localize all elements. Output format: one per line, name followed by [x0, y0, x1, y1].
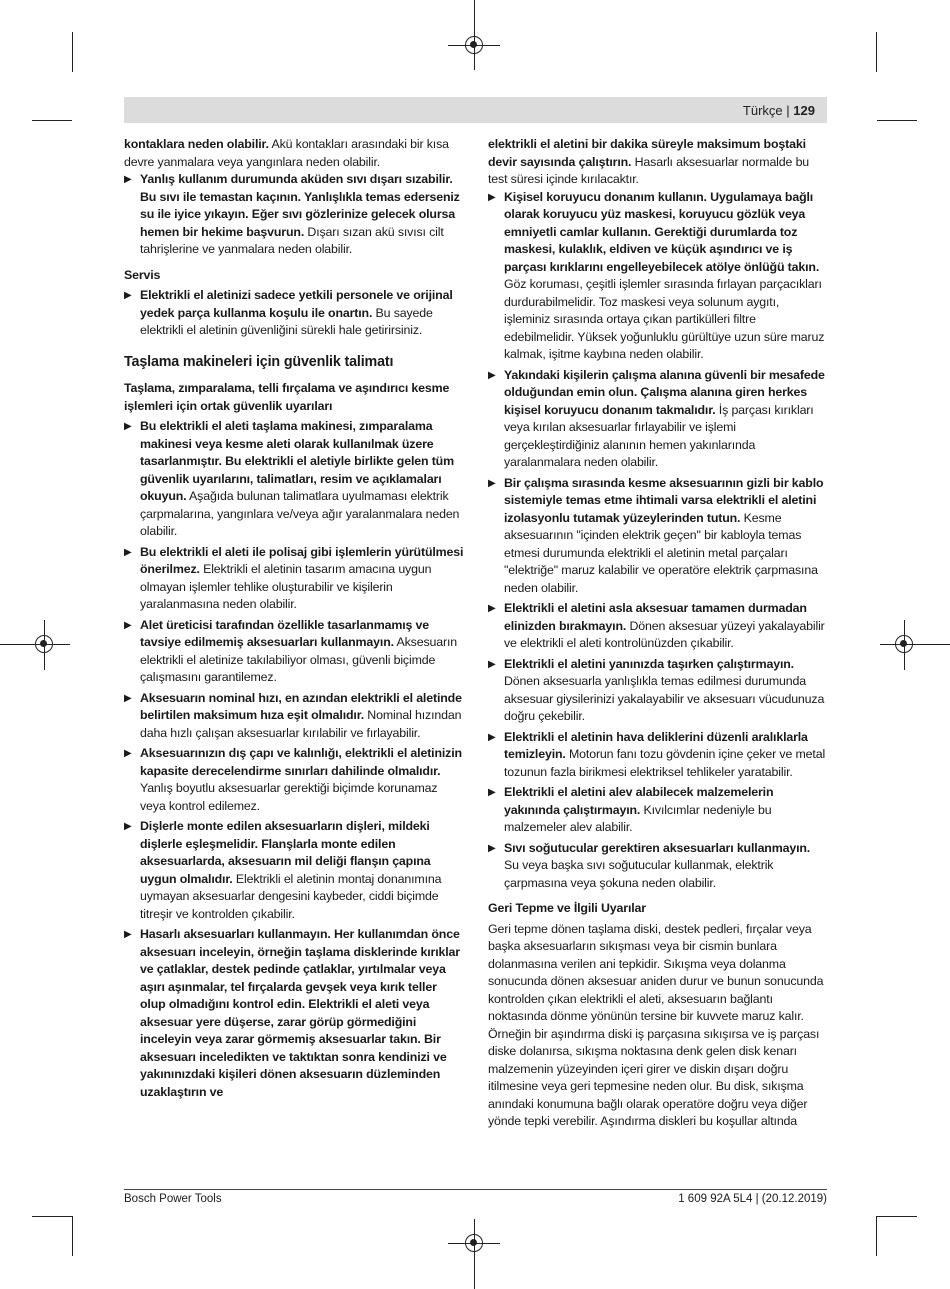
- bullet-item: [124, 745, 464, 815]
- triangle-right-icon: ▶: [488, 603, 496, 614]
- triangle-right-icon: ▶: [124, 748, 132, 759]
- emphasis-text: kontaklara neden olabilir.: [124, 137, 269, 151]
- crop-mark: [876, 32, 877, 72]
- triangle-right-icon: ▶: [124, 619, 132, 631]
- header-separator: |: [786, 103, 790, 118]
- footer-document-id: 1 609 92A 5L4 | (20.12.2019): [678, 1193, 827, 1205]
- crop-mark: [72, 32, 73, 72]
- paragraph: [488, 136, 828, 189]
- registration-line: [474, 1219, 475, 1289]
- triangle-right-icon: ▶: [124, 174, 132, 185]
- emphasis-text: elektrikli el aletini bir dakika süreyle maksimum boştaki devir sayısında çalıştırın.: [488, 137, 806, 169]
- emphasis-text: Bir çalışma sırasında kesme aksesuarının gizli bir kablo sistemiyle temas etme ihtimali varsa elektrikli el aletini izolasyonlu tutamak yüzeylerinden tutun.: [504, 475, 824, 525]
- body-text: Geri tepme dönen taşlama diski, destek pedleri, fırçalar veya başka aksesuarların sıkışması veya bir cismin bunlara dolanmasına verilen ani tepkidir. Sıkışma veya dolanma sonucunda dönen aksesuar aniden durur ve bunun sonucunda kontrolden çıkan elektrikli el aleti, aksesuarın bağlantı noktasında dönme yönünün tersine bir kuvvete maruz kalır.: [488, 921, 824, 1023]
- registration-mark-icon: [465, 1234, 483, 1252]
- right-column: [488, 136, 828, 1131]
- triangle-right-icon: ▶: [488, 191, 496, 203]
- triangle-right-icon: ▶: [488, 477, 496, 489]
- bullet-item: [124, 818, 464, 923]
- body-text: Göz koruması, çeşitli işlemler sırasında fırlayan parçacıkları durdurabilmelidir. Toz maskesi veya solunum aygıtı, işleminiz sırasında ortaya çıkan partikülleri filtre edebilmelidir. Yüksek yoğunluklu gürültüye uzun süre maruz kalmak, işitme kaybına neden olabilir.: [504, 277, 825, 361]
- subsection-heading: Geri Tepme ve İlgili Uyarılar: [488, 901, 646, 915]
- section-heading: Taşlama makineleri için güvenlik talimatı: [124, 353, 394, 370]
- paragraph: [488, 1026, 828, 1131]
- bullet-item: [124, 690, 464, 743]
- emphasis-text: Sıvı soğutucular gerektiren aksesuarları kullanmayın.: [504, 840, 811, 855]
- emphasis-text: Elektrikli el aletini alev alabilecek malzemelerin yakınında çalıştırmayın.: [504, 785, 774, 817]
- emphasis-text: Alet üreticisi tarafından özellikle tasarlanmamış ve tavsiye edilmemiş aksesuarları kullanmayın.: [140, 617, 430, 649]
- bullet-item: [488, 600, 828, 653]
- bullet-item: [124, 418, 464, 541]
- triangle-right-icon: ▶: [124, 929, 132, 940]
- registration-line: [880, 644, 950, 645]
- bullet-item: [488, 656, 828, 726]
- bullet-item: [124, 171, 464, 259]
- crop-mark: [32, 1216, 72, 1217]
- body-text: Aşağıda bulunan talimatlara uyulmaması elektrik çarpmalarına, yangınlara ve/veya ağır yaralanmalara neden olabilir.: [140, 489, 460, 538]
- emphasis-text: Dişlerle monte edilen aksesuarların dişleri, mildeki dişlerle eşleşmelidir. Flanşlarla monte edilen aksesuarlarda, aksesuarın mil deliği flanşın çapına uygun olmalıdır.: [140, 819, 431, 886]
- bullet-item: [488, 189, 828, 364]
- body-text: Akü kontakları arasındaki bir kısa devre yanmalara veya yangınlara neden olabilir.: [124, 137, 449, 169]
- bullet-item: [488, 475, 828, 598]
- page-header-bar: [124, 97, 827, 123]
- triangle-right-icon: ▶: [124, 421, 132, 432]
- emphasis-text: Bu elektrikli el aleti ile polisaj gibi işlemlerin yürütülmesi önerilmez.: [140, 544, 464, 576]
- body-text: İş parçası kırıkları veya kırılan aksesuarlar fırlayabilir ve işlemi gerçekleştirdiğiniz alanının hemen yakınlarında yaralanmalara neden olabilir.: [504, 402, 814, 469]
- bullet-item: [488, 729, 828, 782]
- triangle-right-icon: ▶: [488, 731, 496, 743]
- crop-mark: [877, 1216, 917, 1217]
- emphasis-text: Hasarlı aksesuarları kullanmayın. Her kullanımdan önce aksesuarı inceleyin, örneğin taşlama disklerinde kırıklar ve çatlaklar, destek pedinde çatlaklar, yırtılmalar veya aşırı aşınmalar, tel fırçalarda gevşek veya kırık teller olup olmadığını kontrol edin. Elektrikli el aleti veya aksesuar yere düşerse, zarar görüp görmediğini inceleyin veya zarar görmemiş aksesuarlar takın. Bir aksesuarı inceledikten ve taktıktan sonra kendinizi ve yakınınızdaki kişileri dönen aksesuarın düzleminden uzaklaştırın ve: [140, 927, 460, 1099]
- body-text: Yanlış boyutlu aksesuarlar gerektiği biçimde korunamaz veya kontrol edilemez.: [140, 781, 438, 813]
- subsection-heading: Taşlama, zımparalama, telli fırçalama ve aşındırıcı kesme işlemleri için ortak güvenlik uyarıları: [124, 381, 450, 413]
- triangle-right-icon: ▶: [488, 787, 496, 798]
- paragraph: [488, 921, 828, 1026]
- triangle-right-icon: ▶: [124, 546, 132, 558]
- triangle-right-icon: ▶: [488, 842, 496, 854]
- bullet-item: [124, 926, 464, 1101]
- footer-rule: [124, 1189, 827, 1190]
- page-number: 129: [793, 103, 815, 118]
- crop-mark: [877, 120, 917, 121]
- emphasis-text: Elektrikli el aletinin hava deliklerini düzenli aralıklarla temizleyin.: [504, 729, 808, 761]
- body-text: Motorun fanı tozu gövdenin içine çeker ve metal tozunun fazla birikmesi elektriksel tehlikeler yaratabilir.: [504, 747, 826, 779]
- body-text: Dönen aksesuarla yanlışlıkla temas edilmesi durumunda aksesuar giysilerinizi yakalayabilir ve aksesuarı vücudunuza doğru çekebilir.: [504, 674, 825, 723]
- emphasis-text: Elektrikli el aletini asla aksesuar tamamen durmadan elinizden bırakmayın.: [504, 601, 807, 633]
- triangle-right-icon: ▶: [124, 692, 132, 704]
- emphasis-text: Elektrikli el aletini yanınızda taşırken çalıştırmayın.: [504, 656, 794, 671]
- emphasis-text: Aksesuarınızın dış çapı ve kalınlığı, elektrikli el aletinizin kapasite derecelendirme sınırları dahilinde olmalıdır.: [140, 746, 462, 778]
- header-language: Türkçe: [742, 103, 783, 118]
- crop-mark: [72, 1216, 73, 1256]
- body-text: Nominal hızından daha hızlı çalışan aksesuarlar kırılabilir ve fırlayabilir.: [140, 708, 462, 740]
- body-text: Su veya başka sıvı soğutucular kullanmak, elektrik çarpmasına veya şokuna neden olabilir.: [504, 858, 774, 890]
- paragraph: [124, 136, 464, 171]
- triangle-right-icon: ▶: [124, 290, 132, 301]
- body-text: Dönen aksesuar yüzeyi yakalayabilir ve elektrikli el aleti kontrolünüzden çıkabilir.: [504, 618, 825, 650]
- body-text: Örneğin bir aşındırma diski iş parçasına sıkışırsa ve iş parçası diske dolanırsa, sıkışma noktasına denk gelen disk kenarı malzemenin yüzeyinden içeri girer ve diskin dışarı doğru itilmesine veya geri tepmesine neden olur. Bu disk, sıkışma anındaki konumuna bağlı olarak operatöre doğru veya diğer yönde tepki verebilir. Aşındırma diskleri bu koşullar altında: [488, 1026, 820, 1128]
- body-text: Elektrikli el aletinin tasarım amacına uygun olmayan işlemler tehlike oluşturabilir ve kişilerin yaralanmasına neden olabilir.: [140, 562, 432, 611]
- triangle-right-icon: ▶: [488, 658, 496, 670]
- bullet-item: [124, 617, 464, 687]
- registration-mark-icon: [465, 36, 483, 54]
- crop-mark: [32, 120, 72, 121]
- subsection-heading: Servis: [124, 267, 161, 282]
- body-text: Hasarlı aksesuarlar normalde bu test süresi içinde kırılacaktır.: [488, 154, 810, 186]
- page-header: [743, 103, 815, 118]
- emphasis-text: Aksesuarın nominal hızı, en azından elektrikli el aletinde belirtilen maksimum hıza eşit olmalıdır.: [140, 690, 462, 722]
- emphasis-text: Yanlış kullanım durumunda aküden sıvı dışarı sızabilir. Bu sıvı ile temastan kaçının. Yanlışlıkla temas ederseniz su ile iyice yıkayın. Eğer sıvı gözlerinize gelecek olursa hemen bir hekime başvurun.: [140, 172, 460, 239]
- body-text: Elektrikli el aletinin montaj donanımına uymayan aksesuarlar dengesini kaybeder, ciddi biçimde titreşir ve kontrolden çıkabilir.: [140, 871, 442, 921]
- left-column: [124, 136, 464, 1104]
- registration-line: [474, 0, 475, 70]
- triangle-right-icon: ▶: [124, 821, 132, 832]
- body-text: Bu sayede elektrikli el aletinin güvenliğini sürekli hale getirirsiniz.: [140, 305, 433, 337]
- emphasis-text: Yakındaki kişilerin çalışma alanına güvenli bir mesafede olduğundan emin olun. Çalışma alanına giren herkes kişisel koruyucu donanım takmalıdır.: [504, 367, 825, 417]
- emphasis-text: Elektrikli el aletinizi sadece yetkili personele ve orijinal yedek parça kullanma koşulu ile onartın.: [140, 288, 453, 320]
- registration-mark-icon: [895, 635, 913, 653]
- bullet-item: [488, 367, 828, 472]
- body-text: Dışarı sızan akü sıvısı cilt tahrişlerine ve yanmalara neden olabilir.: [140, 224, 444, 256]
- triangle-right-icon: ▶: [488, 369, 496, 381]
- bullet-item: [488, 840, 828, 893]
- bullet-item: [124, 287, 464, 340]
- body-text: Aksesuarın elektrikli el aletinize takılabiliyor olması, güvenli biçimde çalışmasını garantilemez.: [140, 635, 457, 684]
- bullet-item: [488, 784, 828, 837]
- emphasis-text: Bu elektrikli el aleti taşlama makinesi, zımparalama makinesi veya kesme aleti olarak kullanılmak üzere tasarlanmıştır. Bu elektrikli el aletiyle birlikte gelen tüm güvenlik uyarılarını, talimatları, resim ve açıklamaları okuyun.: [140, 419, 454, 503]
- body-text: Kesme aksesuarının "içinden elektrik geçen" bir kabloyla temas etmesi durumunda elektrikli el aletinin metal parçaları "elektriğe" maruz kalabilir ve operatöre elektrik çarpmasına neden olabilir.: [504, 510, 818, 595]
- footer-publisher: Bosch Power Tools: [124, 1193, 222, 1205]
- body-text: Kıvılcımlar nedeniyle bu malzemeler alev alabilir.: [504, 802, 772, 834]
- bullet-item: [124, 544, 464, 614]
- emphasis-text: Kişisel koruyucu donanım kullanın. Uygulamaya bağlı olarak koruyucu yüz maskesi, koruyucu gözlük veya emniyetli camlar kullanın. Gerektiği durumlarda toz maskesi, kulaklık, eldiven ve küçük aşındırıcı ve iş parçası kırıklarını engelleyebilecek atölye önlüğü takın.: [504, 189, 820, 274]
- registration-mark-icon: [35, 635, 53, 653]
- crop-mark: [876, 1216, 877, 1256]
